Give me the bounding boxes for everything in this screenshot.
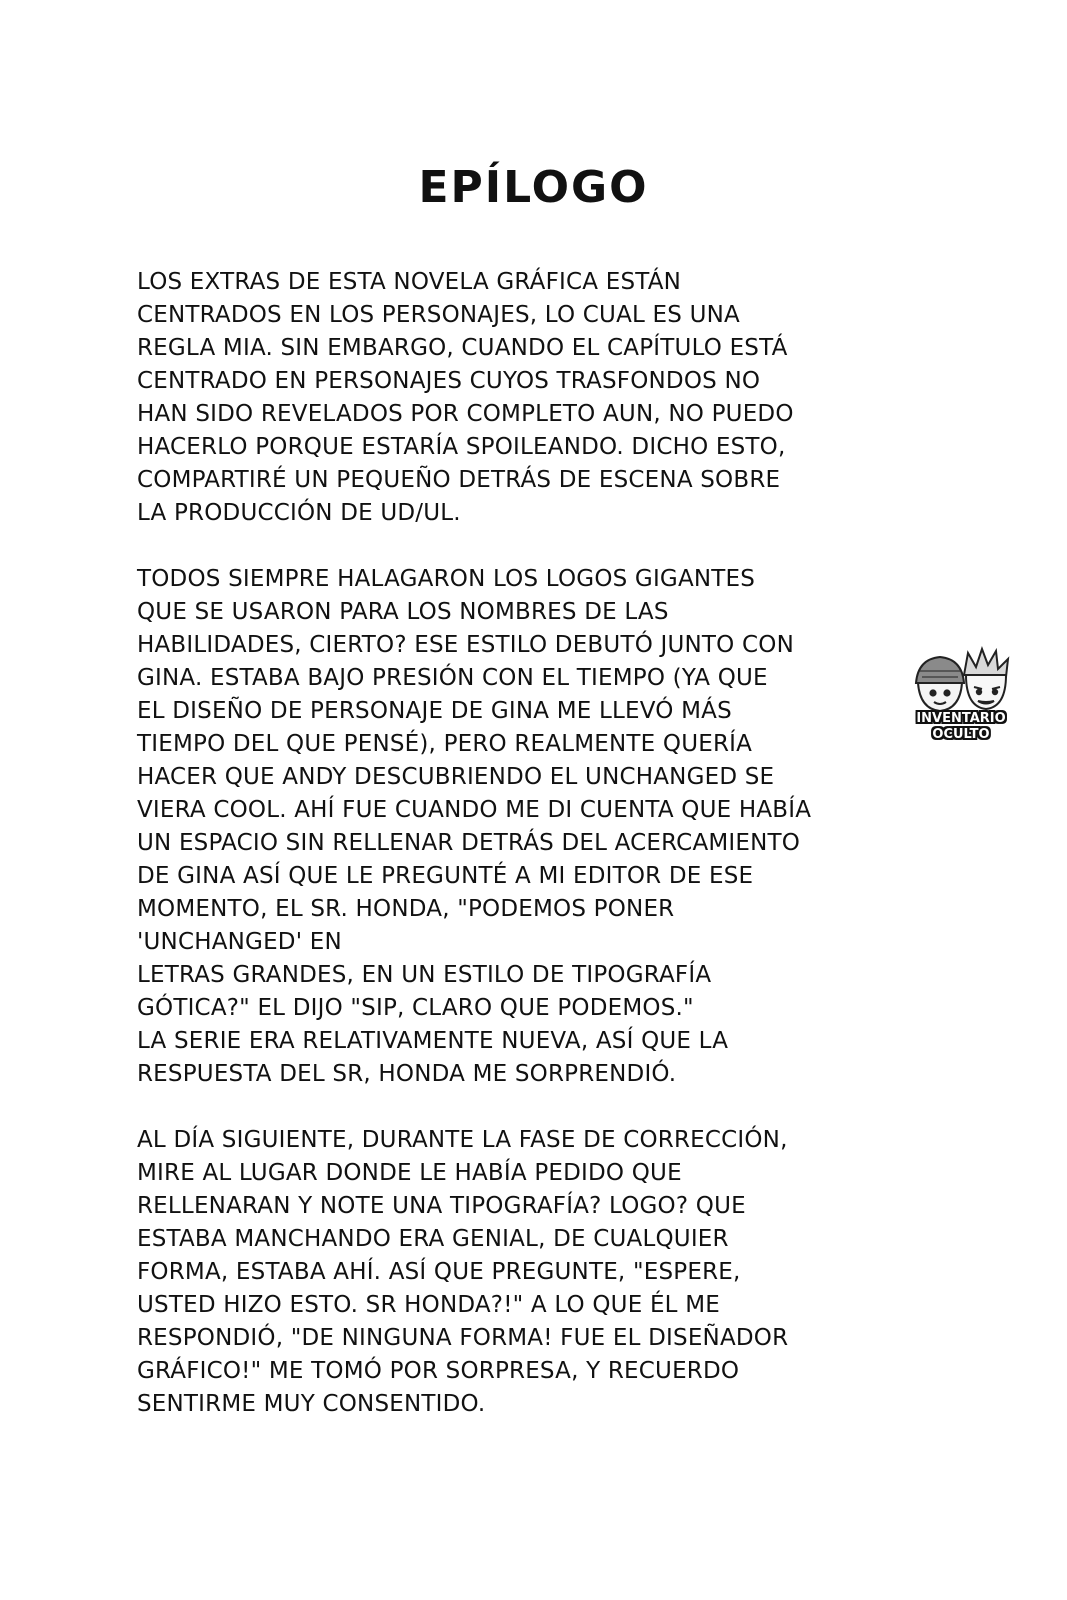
text-line: EL DISEÑO DE PERSONAJE DE GINA ME LLEVÓ MÁS — [137, 698, 732, 724]
text-line: TIEMPO DEL QUE PENSÉ), PERO REALMENTE QUERÍA — [137, 731, 753, 757]
text-line: 'UNCHANGED' EN — [137, 929, 342, 955]
page-title: EPÍLOGO — [418, 162, 649, 213]
text-line: REGLA MIA. SIN EMBARGO, CUANDO EL CAPÍTULO ESTÁ — [137, 335, 788, 361]
watermark-line-2: OCULTO — [932, 727, 990, 742]
text-line: CENTRADO EN PERSONAJES CUYOS TRASFONDOS NO — [137, 368, 761, 394]
text-line: SENTIRME MUY CONSENTIDO. — [137, 1391, 486, 1417]
text-line: CENTRADOS EN LOS PERSONAJES, LO CUAL ES UNA — [137, 302, 740, 328]
watermark-line-1: INVENTARIO — [916, 711, 1006, 726]
text-line: USTED HIZO ESTO. SR HONDA?!" A LO QUE ÉL ME — [137, 1292, 720, 1318]
watermark-logo — [906, 645, 1016, 750]
text-line: HACERLO PORQUE ESTARÍA SPOILEANDO. DICHO ESTO, — [137, 434, 786, 460]
paragraph-1 — [137, 266, 897, 530]
text-line: DE GINA ASÍ QUE LE PREGUNTÉ A MI EDITOR DE ESE — [137, 863, 754, 889]
text-line: MOMENTO, EL SR. HONDA, "PODEMOS PONER — [137, 896, 675, 922]
text-line: HABILIDADES, CIERTO? ESE ESTILO DEBUTÓ JUNTO CON — [137, 632, 794, 658]
text-line: TODOS SIEMPRE HALAGARON LOS LOGOS GIGANTES — [137, 566, 756, 592]
text-line: RESPUESTA DEL SR, HONDA ME SORPRENDIÓ. — [137, 1061, 677, 1087]
text-line: HACER QUE ANDY DESCUBRIENDO EL UNCHANGED SE — [137, 764, 775, 790]
text-line: LA PRODUCCIÓN DE UD/UL. — [137, 500, 461, 526]
text-line: MIRE AL LUGAR DONDE LE HABÍA PEDIDO QUE — [137, 1160, 682, 1186]
text-line: AL DÍA SIGUIENTE, DURANTE LA FASE DE CORRECCIÓN, — [137, 1127, 788, 1153]
character-faces-icon — [906, 645, 1016, 715]
text-line: LETRAS GRANDES, EN UN ESTILO DE TIPOGRAFÍA — [137, 962, 712, 988]
paragraph-3 — [137, 1124, 897, 1421]
text-line: GRÁFICO!" ME TOMÓ POR SORPRESA, Y RECUERDO — [137, 1358, 740, 1384]
paragraph-2 — [137, 563, 897, 1091]
paragraph-spacer — [137, 1091, 897, 1124]
text-line: HAN SIDO REVELADOS POR COMPLETO AUN, NO PUEDO — [137, 401, 794, 427]
body-text — [137, 266, 897, 1421]
text-line: RESPONDIÓ, "DE NINGUNA FORMA! FUE EL DISEÑADOR — [137, 1325, 789, 1351]
text-line: QUE SE USARON PARA LOS NOMBRES DE LAS — [137, 599, 669, 625]
text-line: FORMA, ESTABA AHÍ. ASÍ QUE PREGUNTE, "ESPERE, — [137, 1259, 741, 1285]
text-line: LA SERIE ERA RELATIVAMENTE NUEVA, ASÍ QUE LA — [137, 1028, 729, 1054]
text-line: RELLENARAN Y NOTE UNA TIPOGRAFÍA? LOGO? QUE — [137, 1193, 746, 1219]
text-line: GINA. ESTABA BAJO PRESIÓN CON EL TIEMPO (YA QUE — [137, 665, 768, 691]
text-line: VIERA COOL. AHÍ FUE CUANDO ME DI CUENTA QUE HABÍA — [137, 797, 812, 823]
paragraph-spacer — [137, 530, 897, 563]
text-line: UN ESPACIO SIN RELLENAR DETRÁS DEL ACERCAMIENTO — [137, 830, 801, 856]
text-line: COMPARTIRÉ UN PEQUEÑO DETRÁS DE ESCENA SOBRE — [137, 467, 781, 493]
text-line: LOS EXTRAS DE ESTA NOVELA GRÁFICA ESTÁN — [137, 269, 682, 295]
text-line: ESTABA MANCHANDO ERA GENIAL, DE CUALQUIER — [137, 1226, 729, 1252]
text-line: GÓTICA?" EL DIJO "SIP, CLARO QUE PODEMOS." — [137, 995, 694, 1021]
